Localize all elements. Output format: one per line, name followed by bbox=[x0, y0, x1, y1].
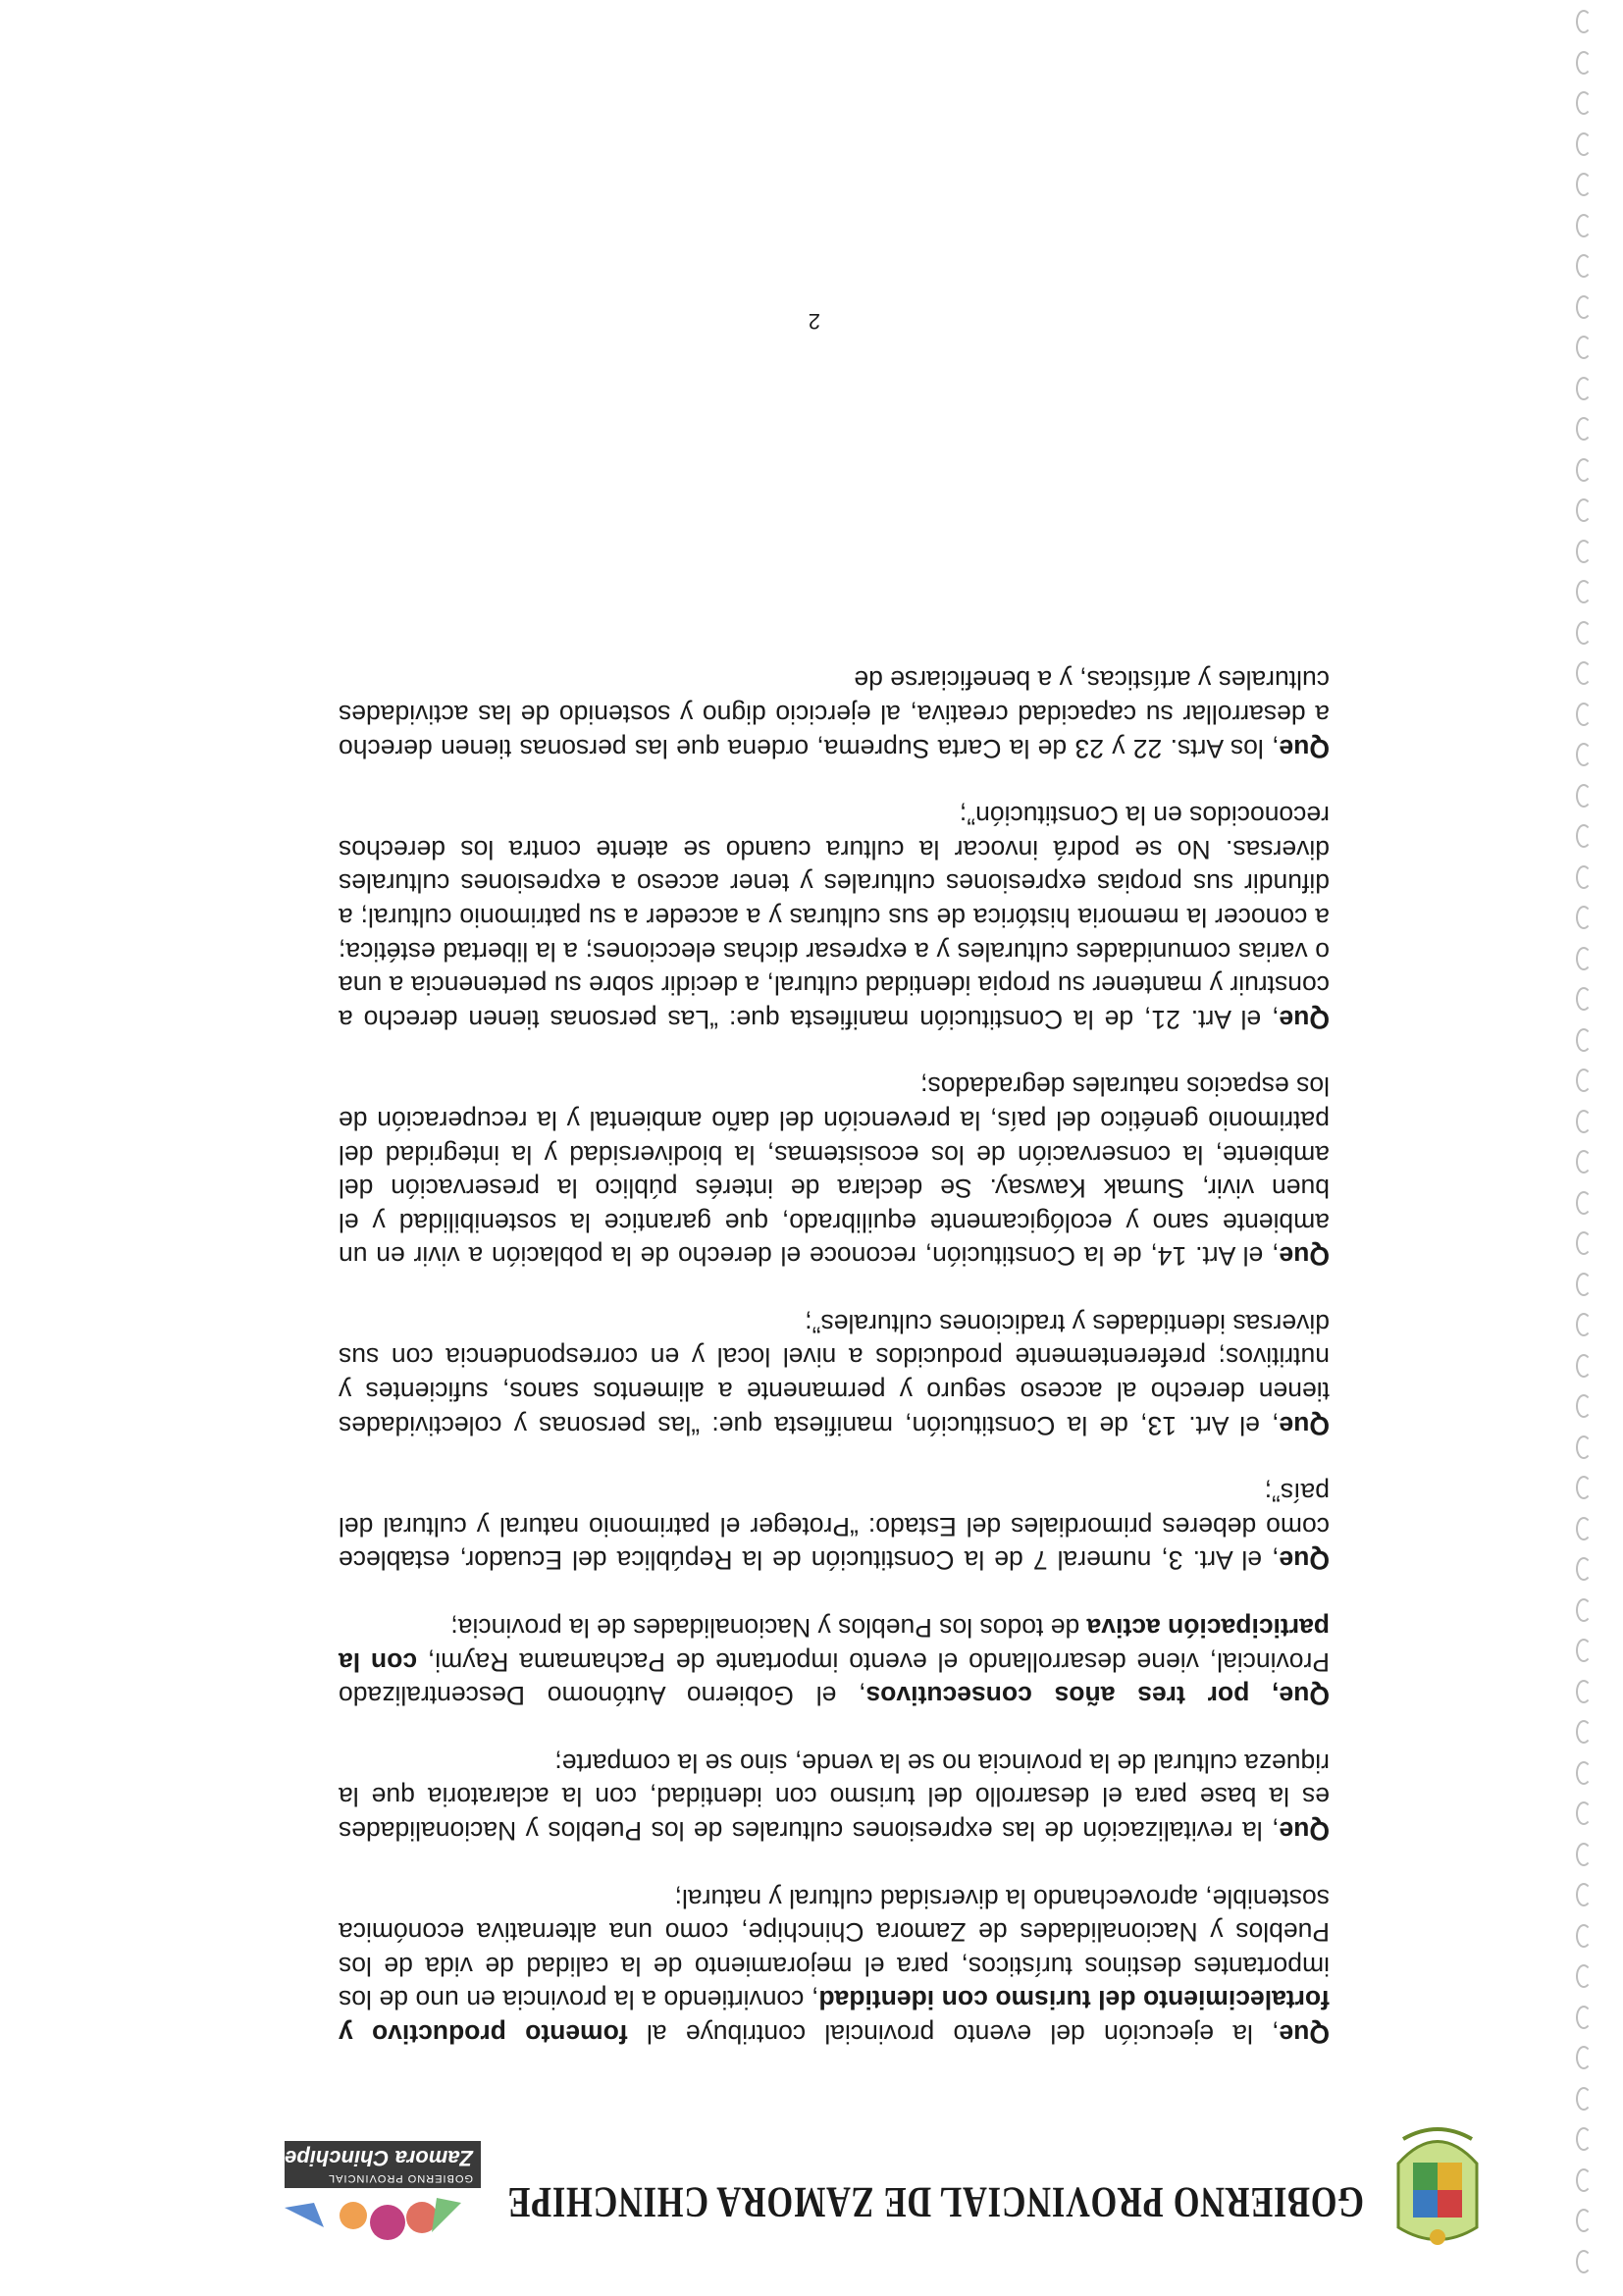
paragraph-bold: fomento productivo y fortalecimiento del turismo con identidad bbox=[339, 1985, 1330, 2049]
paragraph bbox=[339, 799, 1330, 1036]
paragraph bbox=[339, 1306, 1330, 1441]
binder-hole bbox=[1576, 2006, 1592, 2029]
binder-hole bbox=[1576, 1191, 1592, 1215]
paragraph-bold: con la participación activa bbox=[338, 1613, 1330, 1677]
page-header-title: GOBIERNO PROVINCIAL DE ZAMORA CHINCHIPE bbox=[506, 2178, 1364, 2226]
binder-hole bbox=[1576, 1680, 1592, 1703]
provincial-crest-icon bbox=[1384, 2110, 1492, 2257]
binder-hole bbox=[1576, 1028, 1592, 1052]
paragraph-text: , los Arts. 22 y 23 de la Carta Suprema, ordena que las personas tienen derecho a desarrollar su capacidad creativa, al ejercicio digno y sostenido de las actividades culturales y artísticas, y a beneficiarse de bbox=[339, 665, 1330, 763]
binder-hole bbox=[1576, 458, 1592, 482]
paragraph-lead: Que bbox=[1279, 1545, 1330, 1576]
paragraph-text: , convirtiendo a la provincia en uno de los importantes destinos turísticos, para el mejoramiento de la calidad de vida de los Pueblos y Nacionalidades de Zamora Chinchipe, como una alternativa económica sostenible, aprovechando la diversidad cultural y natural; bbox=[339, 1883, 1330, 2015]
paragraph-text: , la ejecución del evento provincial contribuye al bbox=[627, 2019, 1280, 2049]
binder-hole bbox=[1576, 417, 1592, 441]
paragraph bbox=[339, 1746, 1330, 1848]
paragraph-lead: Que bbox=[1279, 733, 1330, 763]
binder-hole bbox=[1576, 1150, 1592, 1174]
document-body bbox=[339, 663, 1330, 2051]
paragraph-lead: Que bbox=[1279, 1004, 1330, 1034]
binder-hole bbox=[1576, 703, 1592, 726]
paragraph-bold: , por tres años consecutivos bbox=[865, 1681, 1280, 1711]
paragraph-text: , el Art. 21, de la Constitución manifiesta que: “Las personas tienen derecho a construir y mantener su propia identidad cultural, a decidir sobre su pertenencia a una o varias comunidades culturales y a expresar dichas elecciones; a la libertad estética; a conocer la memoria histórica de sus culturas y a acceder a su patrimonio cultural; a difundir sus propias expresiones culturales y tener acceso a expresiones culturales diversas. No se podrá invocar la cultura cuando se atente contra los derechos reconocidos en la Constitución”; bbox=[339, 801, 1330, 1034]
binder-hole bbox=[1576, 214, 1592, 237]
binder-hole bbox=[1576, 865, 1592, 889]
binder-hole bbox=[1576, 2250, 1592, 2273]
paragraph bbox=[339, 1881, 1330, 2051]
paragraph bbox=[339, 663, 1330, 765]
binder-hole bbox=[1576, 91, 1592, 115]
logo-small-text: GOBIERNO PROVINCIAL bbox=[328, 2172, 473, 2184]
paragraph-text: de todos los Pueblos y Nacionalidades de la provincia; bbox=[450, 1613, 1087, 1644]
binder-hole bbox=[1576, 173, 1592, 196]
zamora-chinchipe-logo bbox=[245, 2119, 481, 2257]
binder-hole bbox=[1576, 295, 1592, 319]
binder-hole bbox=[1576, 10, 1592, 33]
binder-hole bbox=[1576, 132, 1592, 156]
binder-hole bbox=[1576, 1231, 1592, 1255]
binder-hole bbox=[1576, 1354, 1592, 1378]
binder-holes bbox=[1554, 0, 1623, 2296]
binder-hole bbox=[1576, 336, 1592, 359]
paragraph-text: , el Gobierno Autónomo Descentralizado Provincial, viene desarrollando el evento importante de Pachamama Raymi, bbox=[339, 1646, 1330, 1711]
binder-hole bbox=[1576, 1557, 1592, 1581]
paragraph-lead: Que bbox=[1279, 1241, 1330, 1272]
binder-hole bbox=[1576, 51, 1592, 75]
binder-hole bbox=[1576, 2209, 1592, 2232]
page-header bbox=[216, 2090, 1492, 2257]
paragraph-lead: Que bbox=[1279, 1816, 1330, 1847]
logo-figures-icon bbox=[245, 2188, 481, 2257]
paragraph-lead: Que bbox=[1279, 1410, 1330, 1440]
binder-hole bbox=[1576, 1110, 1592, 1133]
binder-hole bbox=[1576, 1435, 1592, 1459]
paragraph-text: , el Art. 13, de la Constitución, manifiesta que: “las personas y colectividades tienen derecho al acceso seguro y permanente a alimentos sanos, suficientes y nutritivos; preferentemente producidos a nivel local y en correspondencia con sus diversas identidades y tradiciones culturales”; bbox=[339, 1308, 1330, 1440]
binder-hole bbox=[1576, 2168, 1592, 2192]
paragraph bbox=[339, 1476, 1330, 1578]
binder-hole bbox=[1576, 1598, 1592, 1622]
binder-hole bbox=[1576, 1394, 1592, 1418]
binder-hole bbox=[1576, 1883, 1592, 1906]
binder-hole bbox=[1576, 540, 1592, 563]
binder-hole bbox=[1576, 1924, 1592, 1948]
paragraph-text: , el Art. 3, numeral 7 de la Constitución de la República del Ecuador, establece como deberes primordiales del Estado: “Proteger el patrimonio natural y cultural del país”; bbox=[339, 1478, 1330, 1576]
binder-hole bbox=[1576, 1517, 1592, 1540]
page-number: 2 bbox=[808, 309, 820, 334]
binder-hole bbox=[1576, 2087, 1592, 2111]
paragraph bbox=[339, 1070, 1330, 1274]
binder-hole bbox=[1576, 2046, 1592, 2069]
binder-hole bbox=[1576, 498, 1592, 522]
logo-banner bbox=[285, 2141, 481, 2188]
binder-hole bbox=[1576, 987, 1592, 1011]
paragraph-lead: Que bbox=[1279, 1681, 1330, 1711]
binder-hole bbox=[1576, 254, 1592, 278]
binder-hole bbox=[1576, 1476, 1592, 1499]
binder-hole bbox=[1576, 1069, 1592, 1092]
binder-hole bbox=[1576, 906, 1592, 929]
binder-hole bbox=[1576, 1313, 1592, 1336]
paragraph-text: , la revitalización de las expresiones culturales de los Pueblos y Nacionalidades es la base para el desarrollo del turismo con identidad, con la aclaratoria que la riqueza cultural de la provincia no se la vende, sino se la comparte; bbox=[339, 1748, 1330, 1847]
paragraph bbox=[339, 1610, 1330, 1712]
paragraph-text: , el Art. 14, de la Constitución, reconoce el derecho de la población a vivir en un ambiente sano y ecológicamente equilibrado, que garantice la sostenibilidad y el buen vivir, Sumak Kawsay. Se declara de interés público la preservación del ambiente, la conservación de los ecosistemas, la biodiversidad y la integridad del patrimonio genético del país, la prevención del daño ambiental y la recuperación de los espacios naturales degradados; bbox=[339, 1071, 1330, 1272]
binder-hole bbox=[1576, 661, 1592, 685]
binder-hole bbox=[1576, 1761, 1592, 1785]
binder-hole bbox=[1576, 1843, 1592, 1866]
scanned-page bbox=[137, 0, 1550, 2296]
binder-hole bbox=[1576, 621, 1592, 645]
binder-hole bbox=[1576, 947, 1592, 970]
binder-hole bbox=[1576, 824, 1592, 848]
binder-hole bbox=[1576, 1964, 1592, 1988]
logo-big-text: Zamora Chinchipe bbox=[285, 2146, 473, 2170]
binder-hole bbox=[1576, 2127, 1592, 2151]
binder-hole bbox=[1576, 1801, 1592, 1825]
binder-hole bbox=[1576, 1720, 1592, 1744]
binder-hole bbox=[1576, 580, 1592, 603]
binder-hole bbox=[1576, 784, 1592, 808]
binder-hole bbox=[1576, 743, 1592, 766]
binder-hole bbox=[1576, 1273, 1592, 1296]
binder-hole bbox=[1576, 377, 1592, 400]
paragraph-lead: Que bbox=[1279, 2019, 1330, 2049]
binder-hole bbox=[1576, 1639, 1592, 1662]
